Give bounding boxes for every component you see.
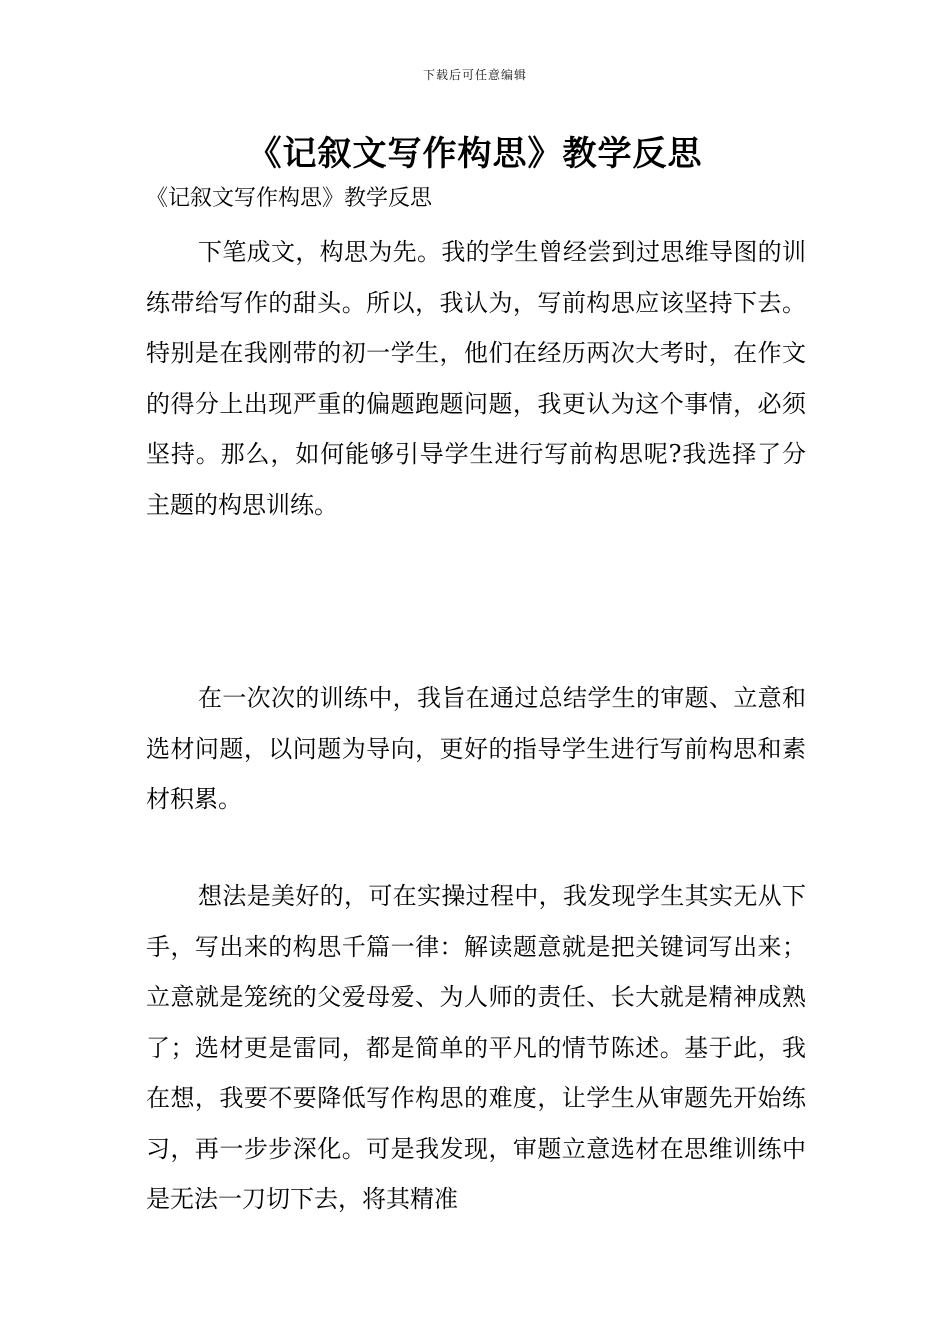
- page-header-note: 下载后可任意编辑: [422, 68, 527, 82]
- document-subtitle: 《记叙文写作构思》教学反思: [146, 186, 433, 211]
- body-paragraph-1: 下笔成文，构思为先。我的学生曾经尝到过思维导图的训练带给写作的甜头。所以，我认为，写前构思应该坚持下去。特别是在我刚带的初一学生，他们在经历两次大考时，在作文的得分上出现严重的偏题跑题问题，我更认为这个事情，必须坚持。那么，如何能够引导学生进行写前构思呢?我选择了分主题的构思训练。: [146, 238, 806, 519]
- body-paragraph-3: 想法是美好的，可在实操过程中，我发现学生其实无从下手，写出来的构思千篇一律：解读题意就是把关键词写出来；立意就是笼统的父爱母爱、为人师的责任、长大就是精神成熟了；选材更是雷同，都是简单的平凡的情节陈述。基于此，我在想，我要不要降低写作构思的难度，让学生从审题先开始练习，再一步步深化。可是我发现，审题立意选材在思维训练中是无法一刀切下去，将其精准: [146, 882, 806, 1213]
- document-title: 《记叙文写作构思》教学反思: [247, 134, 703, 174]
- body-paragraph-2: 在一次次的训练中，我旨在通过总结学生的审题、立意和选材问题，以问题为导向，更好的指导学生进行写前构思和素材积累。: [146, 684, 806, 813]
